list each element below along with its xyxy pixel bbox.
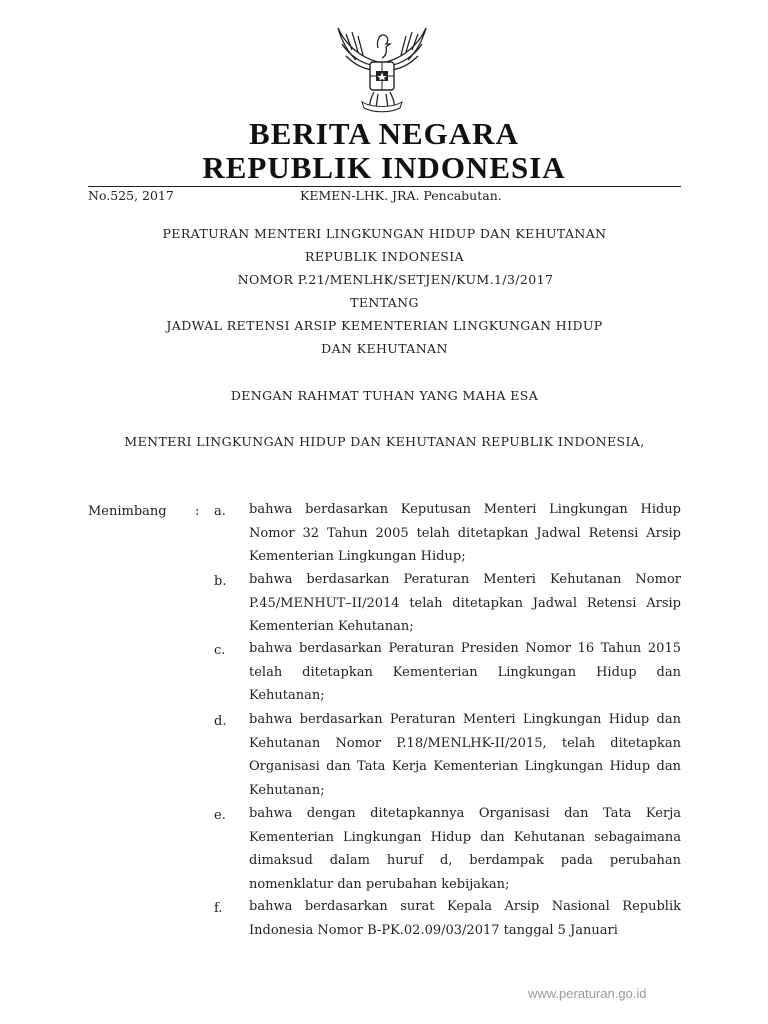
gazette-subject: KEMEN-LHK. JRA. Pencabutan. [300,188,502,203]
footer-url[interactable]: www.peraturan.go.id [528,986,647,1001]
regulation-subject-line2: DAN KEHUTANAN [321,341,448,356]
gazette-number: No.525, 2017 [88,188,174,203]
regulation-tentang: TENTANG [350,295,419,310]
item-letter: f. [214,901,223,916]
item-text: bahwa berdasarkan Peraturan Presiden Nomor 16 Tahun 2015 telah ditetapkan Kementerian Lingkungan Hidup dan Kehutanan; [249,641,681,703]
regulation-subject-line1: JADWAL RETENSI ARSIP KEMENTERIAN LINGKUNGAN HIDUP [166,318,603,333]
item-text: bahwa berdasarkan surat Kepala Arsip Nasional Republik Indonesia Nomor B-PK.02.09/03/2017 tanggal 5 Januari [249,899,681,938]
invocation: DENGAN RAHMAT TUHAN YANG MAHA ESA [230,388,539,403]
item-text: bahwa berdasarkan Peraturan Menteri Kehutanan Nomor P.45/MENHUT–II/2014 telah ditetapkan Jadwal Retensi Arsip Kementerian Kehutanan; [249,572,681,634]
minister-title: MENTERI LINGKUNGAN HIDUP DAN KEHUTANAN REPUBLIK INDONESIA, [124,434,645,449]
regulation-title-line2: REPUBLIK INDONESIA [305,249,464,264]
considering-colon: : [195,504,200,519]
item-letter: a. [214,504,226,519]
item-letter: d. [214,714,227,729]
garuda-emblem-icon [332,22,432,114]
considering-label: Menimbang [88,504,167,519]
item-letter: b. [214,574,227,589]
item-letter: e. [214,808,226,823]
item-text: bahwa berdasarkan Peraturan Menteri Lingkungan Hidup dan Kehutanan Nomor P.18/MENLHK-II/2015, telah ditetapkan Organisasi dan Tata Kerja Kementerian Lingkungan Hidup dan Kehutanan; [249,712,681,798]
gazette-title-line1: BERITA NEGARA [249,116,519,151]
item-text: bahwa dengan ditetapkannya Organisasi dan Tata Kerja Kementerian Lingkungan Hidup dan Kehutanan sebagaimana dimaksud dalam huruf d, berdampak pada perubahan nomenklatur dan perubahan kebijakan; [249,806,681,892]
regulation-number: NOMOR P.21/MENLHK/SETJEN/KUM.1/3/2017 [237,272,554,287]
regulation-title-line1: PERATURAN MENTERI LINGKUNGAN HIDUP DAN KEHUTANAN [162,226,607,241]
header-divider [88,186,681,187]
item-letter: c. [214,643,226,658]
gazette-title-line2: REPUBLIK INDONESIA [202,150,566,185]
item-text: bahwa berdasarkan Keputusan Menteri Lingkungan Hidup Nomor 32 Tahun 2005 telah ditetapkan Jadwal Retensi Arsip Kementerian Lingkungan Hidup; [249,502,681,564]
